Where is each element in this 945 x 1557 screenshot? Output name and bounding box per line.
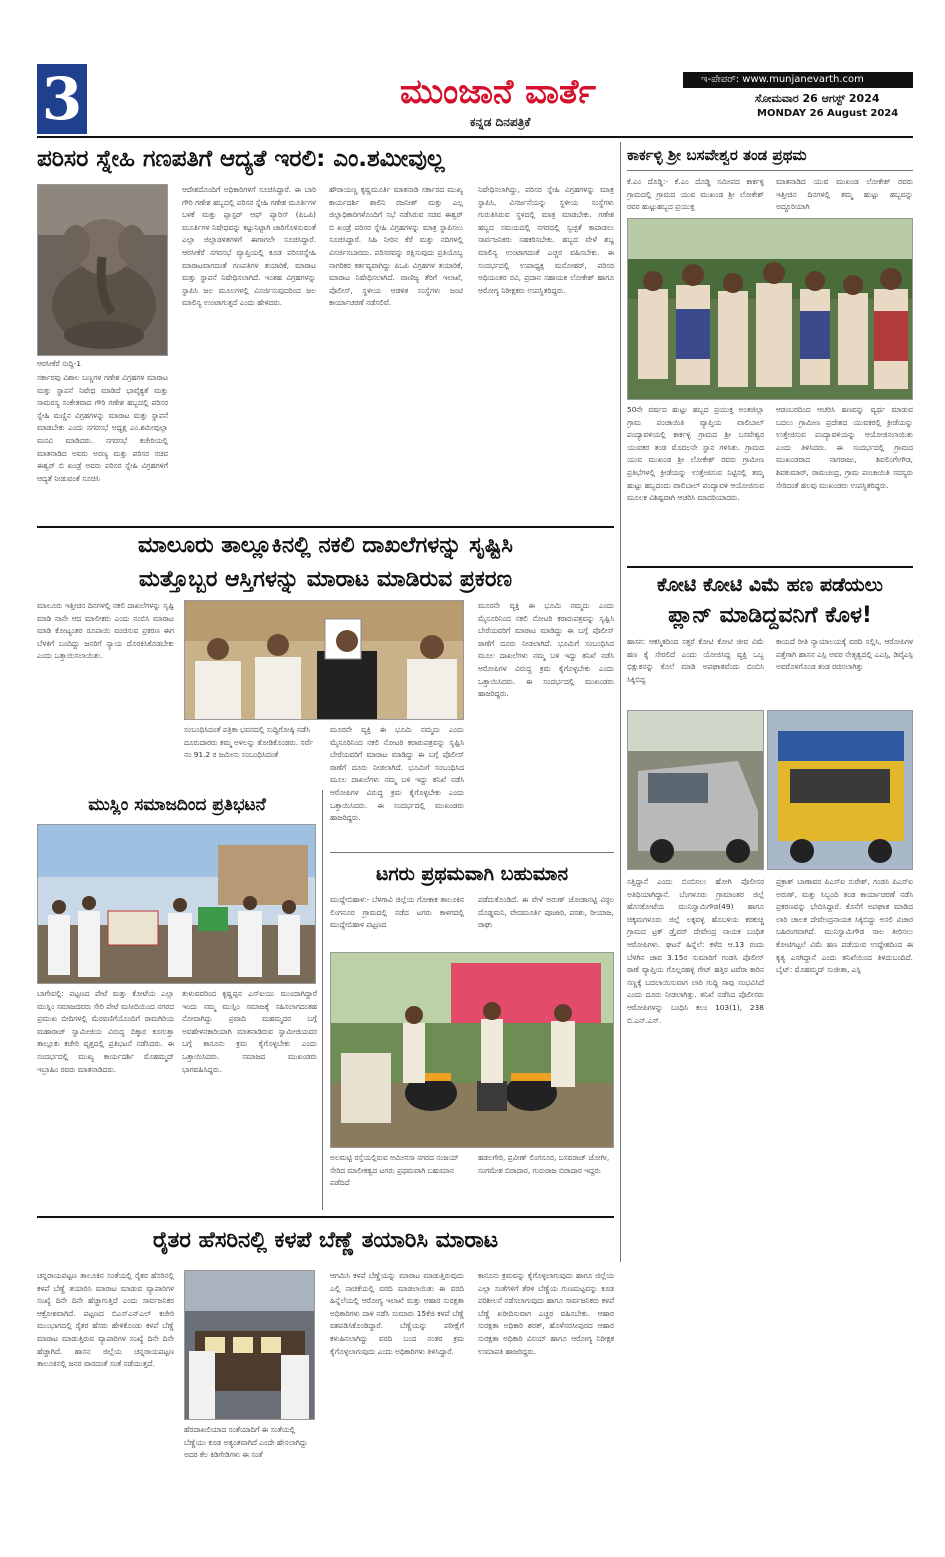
ganesha-idol-photo [37,184,168,356]
masthead-tagline: ಕನ್ನಡ ದಿನಪತ್ರಿಕೆ [470,115,531,129]
story4-col2: ತುಳುವವರಿಂದ ಕೃಷ್ಣಪ್ಪನ ಎಸ್ಐಯು ಮುಂದಾಗಿದ್ದಾರೆ ಇಂದು ನಮ್ಮ ಮುಸ್ಲಿಂ ಸಮಾಜಕ್ಕೆ ಸಹಿಸಲಾಗದಂತಹ ನೋವಾಗಿದ್ದು ಪ್ರವಾದಿ ಮಹಮ್ಮದರ ಬಗ್ಗೆ ಅವಹೇಳನಕಾರಿಯಾಗಿ ಮಾತನಾಡಿರುವ ಸ್ವಾಮೀಜಿಯವರ ಬಗ್ಗೆ ಕಾನೂನು ಕ್ರಮ ಕೈಗೊಳ್ಳಬೇಕು ಎಂದು ಒತ್ತಾಯಿಸಿದರು. ಸಮಾಜದ ಮುಖಂಡರು ಭಾಗವಹಿಸಿದ್ದರು. [182,989,317,1074]
story7-col1: ಚನ್ನರಾಯಪಟ್ಟಣ ತಾಲೂಕಿನ ಸಂತೆಯಲ್ಲಿ ರೈತರ ಹೆಸರಿನಲ್ಲಿ ಕಳಪೆ ಬೆಣ್ಣೆ ತಯಾರಿಸಿ ಮಾರಾಟ ಮಾಡುವ ವ್ಯಾಪಾರಿಗಳ ಸಂಖ್ಯೆ ದಿನೇ ದಿನೇ ಹೆಚ್ಚಾಗುತ್ತಿದೆ ಎಂದು ಸಾರ್ವಜನಿಕರ ಆಕ್ರೋಶವಾಗಿದೆ. ಪಟ್ಟಣದ ಬಿಎಸ್ಎನ್ಎಲ್ ಕಚೇರಿ ಮುಂಭಾಗದಲ್ಲಿ ರೈತರ ಹೆಸರು ಹೇಳಿಕೊಂಡು ಕಳಪೆ ಬೆಣ್ಣೆ ಮಾರಾಟ ಮಾಡುತ್ತಿರುವ ವ್ಯಾಪಾರಿಗಳ ಸಂಖ್ಯೆ ದಿನೇ ದಿನೇ ಹೆಚ್ಚಾಗಿದೆ. ಹಾಸನ ಜಿಲ್ಲೆಯ ಚನ್ನರಾಯಪಟ್ಟಣ ತಾಲೂಕಿನಲ್ಲಿ ಜನರ ವಾರದಂತೆ ಸಂತೆ ನಡೆಯುತ್ತದೆ. [37,1271,174,1369]
story3-headline-line2: ಮತ್ತೊಬ್ಬರ ಆಸ್ತಿಗಳನ್ನು ಮಾರಾಟ ಮಾಡಿರುವ ಪ್ರಕರಣ [138,567,513,592]
story6-headline-line1: ಕೋಟಿ ಕೋಟಿ ವಿಮೆ ಹಣ ಪಡೆಯಲು [657,574,883,596]
story3-col1: ಮಾಲೂರು ಇತ್ತೀಚಿನ ದಿನಗಳಲ್ಲಿ ನಕಲಿ ದಾಖಲೆಗಳನ್ನು ಸೃಷ್ಟಿ ಮಾಡಿ ನಾನೇ ಆದ ಮಾಲೀಕರು ಎಂದು ನಂಬಿಸಿ ಮಾರಾಟ ಮಾಡಿ ಕೋಟ್ಯಂತರ ರೂಪಾಯಿ ವಂಚಿಸುವ ಪ್ರಕರಣ ಈಗ ಬೆಳಕಿಗೆ ಬಂದಿದ್ದು ಜನರಿಗೆ ನ್ಯಾಯ ದೊರಕಿಸಿಕೊಡಬೇಕು ಎಂದು ಒತ್ತಾಯಿಸಲಾಯಿತು. [37,601,174,661]
butter-stall-photo [184,1270,315,1420]
epaper-url[interactable]: ಇ-ಪೇಪರ್: www.munjanevarth.com [683,72,913,88]
story6-headline-line2: ಪ್ಲಾನ್ ಮಾಡಿದ್ದವನಿಗೆ ಕೊಳ! [668,603,872,628]
ram-prize-photo [330,952,614,1148]
story2-headline: ಕಾರ್ಕಳ್ಳಿ ಶ್ರೀ ಬಸವೇಶ್ವರ ತಂಡ ಪ್ರಥಮ [627,146,807,164]
story4-headline: ಮುಸ್ಲಿಂ ಸಮಾಜದಿಂದ ಪ್ರತಿಭಟನೆ [88,795,266,815]
story6-intro2: ಕಾಯದೆ ರೀತಿ ನ್ಯಾಯಾಲಯಕ್ಕೆ ವರದಿ ಸಲ್ಲಿಸಿ, ಆರೋಪಿಗಳ ಪತ್ತೆಗಾಗಿ ಹಾಸನ ಎಸ್ಪಿ ಅವರ ನೇತೃತ್ವದಲ್ಲಿ ಎಎಸ್ಪಿ, ಡಿವೈಎಸ್ಪಿ ಅವರೊಳಗೊಂಡ ತಂಡ ರಚಿಸಲಾಗಿತ್ತು [776,637,913,672]
story2-intro: ಕೆ.ಎಂ ದೊಡ್ಡಿ:- ಕೆ.ಎಂ ದೊಡ್ಡಿ ಸಮೀಪದ ಕಾರ್ಕಳ್ಳಿ ಗ್ರಾಮದಲ್ಲಿ ಗ್ರಾಮದ ಯುವ ಮುಖಂಡ ಶ್ರೀ ಲೋಕೇಶ್ ರವರ ಹುಟ್ಟುಹಬ್ಬದ ಪ್ರಯುಕ್ತ [627,177,764,212]
story1-headline: ಪರಿಸರ ಸ್ನೇಹಿ ಗಣಪತಿಗೆ ಆದ್ಯತೆ ಇರಲಿ: ಎಂ.ಶಮೀವುಲ್ಲ [37,146,445,172]
story2-col2: ಆಡಂಬರದಿಂದ ಆಚರಿಸಿ ಹಣವನ್ನು ವ್ಯರ್ಥ ಮಾಡುವ ಬದಲು ಗ್ರಾಮೀಣ ಪ್ರದೇಶದ ಯುವಕರಲ್ಲಿ ಕ್ರೀಡೆಯನ್ನು ಉತ್ತೇಜಿಸುವ ಪಂದ್ಯಾವಳಿಯನ್ನು ಆಯೋಜಿಸಲಾಯಿತು ಎಂದು ತಿಳಿಸಿದರು. ಈ ಸಂದರ್ಭದಲ್ಲಿ ಗ್ರಾಮದ ಮುಖಂಡರಾದ ನಾಗರಾಜು, ಶಿವಲಿಂಗೇಗೌಡ, ಶಿವಕುಮಾರ್, ರಾಮಚಂದ್ರ, ಗ್ರಾಮ ಪಂಚಾಯಿತಿ ಸದಸ್ಯರು ಸೇರಿದಂತೆ ಹಲವು ಮುಖಂಡರು ಉಪಸ್ಥಿತರಿದ್ದರು. [776,405,913,490]
masthead-logo: ಮುಂಜಾನೆ ವಾರ್ತೆ [400,72,596,112]
lorry-photo [767,710,913,870]
date-kannada: ಸೋಮವಾರ 26 ಆಗಸ್ಟ್ 2024 [755,92,880,105]
story3-photo-caption: ಸಂಬಂಧಿಸಿದಂತೆ ಪತ್ರಿಕಾ ಭವನದಲ್ಲಿ ಸುದ್ದಿಗೋಷ್ಠಿ ನಡೆಸಿ ದೂರುದಾರರು ತಮ್ಮ ಅಳಲನ್ನು ತೋಡಿಕೊಂಡರು. ಸರ್ವೆ ನಂ 91.2 ರ ಜಮೀನು ಸಂಬಂಧಿಸಿದಂತೆ [184,725,314,760]
crashed-van-photo [627,710,764,870]
story5-headline: ಟಗರು ಪ್ರಥಮವಾಗಿ ಬಹುಮಾನ [375,863,569,885]
story2-intro2: ಮಾತನಾಡಿದ ಯುವ ಮುಖಂಡ ಲೋಕೇಶ್ ರವರು ಇತ್ತೀಚಿನ ದಿನಗಳಲ್ಲಿ ತಮ್ಮ ಹುಟ್ಟು ಹಬ್ಬವನ್ನು ಅದ್ದೂರಿಯಾಗಿ [776,177,913,212]
story2-col1: 50ನೇ ವರ್ಷದ ಹುಟ್ಟು ಹಬ್ಬದ ಪ್ರಯುಕ್ತ ಅಂತಜಿಲ್ಲಾ ಗ್ರಾಮ ಪಂಚಾಯಿತಿ ವ್ಯಾಪ್ತಿಯ ವಾಲಿಬಾಲ್ ಪಂದ್ಯಾವಳಿಯಲ್ಲಿ ಕಾರ್ಕಳ್ಳಿ ಗ್ರಾಮದ ಶ್ರೀ ಬಸವೇಶ್ವರ ಯುವಕರ ತಂಡ ಮೊದಲನೇ ಸ್ಥಾನ ಗಳಿಸಿತು. ಗ್ರಾಮದ ಯುವ ಮುಖಂಡ ಶ್ರೀ ಲೋಕೇಶ್ ರವರು ಗ್ರಾಮೀಣ ಪ್ರತಿಭೆಗಳಲ್ಲಿ ಕ್ರೀಡೆಯನ್ನು ಉತ್ತೇಜಿಸುವ ನಿಟ್ಟಿನಲ್ಲಿ ತಮ್ಮ ಹುಟ್ಟು ಹಬ್ಬದಂದು ವಾಲಿಬಾಲ್ ಪಂದ್ಯಾವಳಿ ಆಯೋಜಿಸುವ ಮೂಲಕ ವಿಶಿಷ್ಟವಾಗಿ ಆಚರಿಸಿ ಮಾದರಿಯಾದರು. [627,405,764,503]
story7-top-rule [37,1216,614,1218]
story5-col2: ಪಡೆದುಕೊಂಡಿದೆ. ಈ ವೇಳೆ ಅರುಣ್ ಜೋಡಾನಟ್ಟಿ ವಿಠ್ಠಲ ದೊಡ್ಡಮನಿ, ವೇದಮೂರ್ತಿ ಪೂಜಾರಿ, ಪರಶು, ರೀಯಾಜ, ರಾಘು [478,895,614,930]
story3-col2b: ಮೂರನೇ ವ್ಯಕ್ತಿ ಈ ಭೂಮಿ ನಮ್ಮದು ಎಂದು ಮೈಸೂರಿನಿಂದ ನಕಲಿ ನೋಟರಿ ಕರಾರುಪತ್ರವನ್ನು ಸೃಷ್ಟಿಸಿ ಬೇರೆಯವರಿಗೆ ಮಾರಾಟ ಮಾಡಿದ್ದು ಈ ಬಗ್ಗೆ ಪೊಲೀಸ್ ಠಾಣೆಗೆ ದೂರು ನೀಡಲಾಗಿದೆ. ಭೂಮಿಗೆ ಸಂಬಂಧಿಸಿದ ಮೂಲ ದಾಖಲೆಗಳು ನಮ್ಮ ಬಳಿ ಇದ್ದು ತನಿಖೆ ನಡೆಸಿ ಆರೋಪಿಗಳ ವಿರುದ್ಧ ಕ್ರಮ ಕೈಗೊಳ್ಳಬೇಕು ಎಂದು ಒತ್ತಾಯಿಸಿದರು. ಈ ಸಂದರ್ಭದಲ್ಲಿ ಮುಖಂಡರು ಹಾಜರಿದ್ದರು. [330,725,464,823]
story1-col1: ಸರ್ಕಾರವು ವಿಶಾಲ ಬಣ್ಣಗಳ ಗಣೇಶ ವಿಗ್ರಹಗಳ ಮಾರಾಟ ಮತ್ತು ಸ್ಥಾಪನೆ ನಿಷೇಧ ಮಾಡಿದೆ ಭಾವೈಕ್ಯತೆ ಮತ್ತು ಸಾಮರಸ್ಯ ಸಂಕೇತವಾದ ಗೌರಿ ಗಣೇಶ ಹಬ್ಬದಲ್ಲಿ ಪರಿಸರ ಸ್ನೇಹಿ ಮಣ್ಣಿನ ವಿಗ್ರಹಗಳನ್ನು ಮಾರಾಟ ಮತ್ತು ಸ್ಥಾಪನೆ ಮಾಡಬೇಕು ಎಂದು ನಗರಸಭೆ ಅಧ್ಯಕ್ಷ ಎಂ.ಶಮೀವುಲ್ಲಾ ಮನವಿ ಮಾಡಿದರು. ನಗರಸಭೆ ಕಚೇರಿಯಲ್ಲಿ ಮಾತನಾಡಿದ ಅವರು ಅರಣ್ಯ ಮತ್ತು ಪರಿಸರ ಸಚಿವ ಈಶ್ವರ್ ಬಿ ಖಂಡ್ರೆ ಅವರು ಪರಿಸರ ಸ್ನೇಹಿ ವಿಗ್ರಹಗಳಿಗೆ ಆದ್ಯತೆ ನೀಡುವಂತೆ ಸೂಚಿಸಿ [37,373,168,483]
protest-photo [37,824,316,984]
story7-photo-caption: ಹೆರದಾಖಲಿಯಾದ ಸಂತೆಯಾದಿಗೆ ಈ ಸಂತೆಯಲ್ಲಿ ಬೆಣ್ಣೆಯು ಕೂಡ ಅತ್ಯಂತವಾಗಿದೆ ಎಂದೇ ಹೇಸಲಾಗಿದ್ದು ಅದರ ಕೆಲ ಕಿಡಿಗೇಡಿಗಳು ಈ ಸಂತೆ [184,1425,308,1460]
story5-col1: ಮುದ್ದೇಬಿಹಾಳ:- ಬೆಳಗಾವಿ ಜಿಲ್ಲೆಯ ಗೋಕಾಕ ತಾಲೂಕಿನ ಲಿಂಗನೂರ ಗ್ರಾಮದಲ್ಲಿ ನಡೆದ ಟಗರು ಕಾಳಗದಲ್ಲಿ ಮುದ್ದೇಬಿಹಾಳ ಪಟ್ಟಣದ [330,895,464,930]
story4-col1: ಬಾಗೇಪಲ್ಲಿ: ಪಟ್ಟಣದ ಪೇಟೆ ಮತ್ತು ಕೋಟೆಯ ಎಲ್ಲಾ ಮುಸ್ಲಿಂ ಸಮಾಜದವರು ಸೇರಿ ಪೇಟೆ ಮಸೀದಿಯಿಂದ ನಗರದ ಪ್ರಮುಖ ಬೀದಿಗಳಲ್ಲಿ ಮೆರವಣಿಗೆಯೊಂದಿಗೆ ರಾಮಗಿರಿಯ ಮಹಾರಾಜ್ ಸ್ವಾಮೀಜಿಯ ವಿರುದ್ಧ ದಿಕ್ಕಾರ ಕೂಗುತ್ತಾ ತಾಲ್ಲೂಕು ಕಚೇರಿ ವೃತ್ತದಲ್ಲಿ ಪ್ರತಿಭಟನೆ ನಡೆಸಿದರು. ಈ ಸಂದರ್ಭದಲ್ಲಿ ಮುಖ್ಯ ಕಾರ್ಯದರ್ಶಿ ಮೊಹಮ್ಮದ್ ಇಬ್ರಾಹಿಂ ರವರು ಮಾತನಾಡಿದರು. [37,989,174,1074]
story6-top-rule [627,566,913,568]
story1-col2: ಆದೇಶದೊಂದಿಗೆ ಅಧಿಕಾರಿಗಳಿಗೆ ಸೂಚಿಸಿದ್ದಾರೆ. ಈ ಬಾರಿ ಗೌರಿ ಗಣೇಶ ಹಬ್ಬದಲ್ಲಿ ಪರಿಸರ ಸ್ನೇಹಿ ಗಣೇಶ ಮೂರ್ತಿಗಳ ಬಳಕೆ ಮತ್ತು ಪ್ಲಾಸ್ಟರ್ ಆಫ್ ಪ್ಯಾರಿಸ್ (ಪಿಒಪಿ) ಮೂರ್ತಿಗಳ ನಿಷೇಧವನ್ನು ಕಟ್ಟುನಿಟ್ಟಾಗಿ ಜಾರಿಗೊಳಿಸುವಂತೆ ಎಲ್ಲಾ ಜಿಲ್ಲಾಡಳಿತಗಳಿಗೆ ಈಗಾಗಲೇ ಸೂಚಿಸಿದ್ದಾರೆ. ಆರಸೀಕೆರೆ ನಗರಸಭೆ ವ್ಯಾಪ್ತಿಯಲ್ಲಿ ಕೂಡ ಪರಿಸರಸ್ನೇಹಿ ಮಾರಾಟವಾಗದಂತೆ ಗಣಪತಿಗಳ ತಯಾರಿಕೆ, ಮಾರಾಟ ಮತ್ತು ಸ್ಥಾಪನೆ ನಿಷೇಧಿಸಲಾಗಿದೆ. ಇಂತಹ ವಿಗ್ರಹಗಳನ್ನು ಸ್ಥಾಪಿಸಿ ಜಲ ಮೂಲಗಳಲ್ಲಿ ವಿಸರ್ಜಿಸುವುದರಿಂದ ಜಲ ಮಾಲಿನ್ಯ ಉಂಟಾಗುತ್ತದೆ ಎಂದು ಹೇಳಿದರು. [182,185,316,308]
header-rule [37,136,913,138]
story5-top-rule [330,852,614,853]
story2-rule [627,170,913,171]
volleyball-team-photo [627,218,913,400]
story4-divider [322,790,323,1210]
story6-col2: ಪ್ರಕ್ರಾಶ್ ಬಾಣಾವರ ಪಿಎಸ್ಐ ಸುರೇಶ್, ಗಂಡಸಿ ಪಿಎಸ್ಐ ಅರುಣ್, ಮತ್ತು ಸಿಬ್ಬಂದಿ ತಂಡ ಕಾರ್ಯಾಚರಣೆ ನಡೆಸಿ ಪ್ರಕರಣವನ್ನು ಭೇದಿಸಿದ್ದಾರೆ. ಕೊನೆಗೆ ಅಪಘಾತ ಮಾಡಿದ ಲಾರಿ ಚಾಲಕ ದೇವೇಂದ್ರನಾಯಕ ಸಿಕ್ಕಿಬಿದ್ದು ಅಸಲಿ ವಿಚಾರ ಬಹಿರಂಗವಾಗಿದೆ. ಮುನಿಸ್ವಾಮಿಗೌಡ ಸಾಲ ತೀರಿಸಲು ಕೋಟಿಗಟ್ಟಲೆ ವಿಮೆ ಹಣ ಪಡೆಯುವ ಉದ್ದೇಶದಿಂದ ಈ ಕೃತ್ಯ ಎಸಗಿದ್ದಾನೆ ಎಂದು ತನಿಖೆಯಿಂದ ತಿಳಿದುಬಂದಿದೆ. ಬೈಟ್: ಮೊಹಮ್ಮದ್ ಸುಜೀತಾ, ಎಸ್ಪಿ [776,877,913,975]
press-meet-photo [184,600,464,720]
story3-headline-line1: ಮಾಲೂರು ತಾಲ್ಲೂಕಿನಲ್ಲಿ ನಕಲಿ ದಾಖಲೆಗಳನ್ನು ಸೃಷ್ಟಿಸಿ [138,533,513,558]
story1-photo-caption: ಆರಸೀಕೆರೆ ಸುದ್ದಿ-1 [37,359,82,368]
story5-caption-left: ಅಲಮಟ್ಟಿ ರಸ್ತೆಯಲ್ಲಿರುವ ಆಮೀನಸಾ ನಗರದ ಸಂಜಯ್ ಸೇರಿದ ಮಾಲೀಕತ್ವದ ಟಗರು ಪ್ರಥಮವಾಗಿ ಬಹುಮಾನ ಪಡೆದಿದೆ [330,1153,459,1188]
story1-col4: ನಿಷೇಧಿಸಲಾಗಿದ್ದು, ಪರಿಸರ ಸ್ನೇಹಿ ವಿಗ್ರಹಗಳನ್ನು ಮಾತ್ರ ಸ್ಥಾಪಿಸಿ, ವಿಸರ್ಜನೆಯನ್ನು ಸ್ಥಳೀಯ ಸಂಸ್ಥೆಗಳು ಗುರುತಿಸಿರುವ ಸ್ಥಳದಲ್ಲಿ ಮಾತ್ರ ಮಾಡಬೇಕು. ಗಣೇಶ ಹಬ್ಬದ ಸಮಯದಲ್ಲಿ ನಗರದಲ್ಲಿ ಸ್ವಚ್ಛತೆ ಕಾಪಾಡಲು ಸಾರ್ವಜನಿಕರು ಸಹಕರಿಸಬೇಕು. ಹಬ್ಬದ ವೇಳೆ ಶಬ್ದ ಮಾಲಿನ್ಯ ಉಂಟಾಗದಂತೆ ಎಚ್ಚರ ವಹಿಸಬೇಕು. ಈ ಸಂದರ್ಭದಲ್ಲಿ ಉಪಾಧ್ಯಕ್ಷ ಮನೋಹರ್, ಪರಿಸರ ಅಧಿಯಂತರ ರವಿ, ಪ್ರದಾನ ಸಹಾಯಕ ಲೋಕೇಶ್ ಹಾಗೂ ಆರೋಗ್ಯ ನಿರೀಕ್ಷಕರು ಉಪಸ್ಥಿತರಿದ್ದರು. [478,185,614,295]
date-english: MONDAY 26 August 2024 [757,108,899,119]
story7-col4: ಕಾನೂನು ಕ್ರಮವನ್ನು ಕೈಗೊಳ್ಳಲಾಗುವುದು ಹಾಗೂ ಜಿಲ್ಲೆಯ ಎಲ್ಲಾ ಸಂತೆಗಳಿಗೆ ತೆರಳಿ ಬೆಣ್ಣೆಯ ಗುಣಮಟ್ಟವನ್ನು ಕೂಡ ಪರಿಶೀಲನೆ ನಡೆಸಲಾಗುವುದು ಹಾಗೂ ಸಾರ್ವಜನಿಕರು ಕಳಪೆ ಬೆಣ್ಣೆ ಖರೀದಿಸುವಾಗ ಎಚ್ಚರ ವಹಿಸಬೇಕು. ಆಹಾರ ಸುರಕ್ಷತಾ ಅಧಿಕಾರಿ ಶರತ್, ಹೊಳೆನರಸೀಪುರದ ಆಹಾರ ಸುರಕ್ಷತಾ ಅಧಿಕಾರಿ ವಿನಯ್ ಹಾಗೂ ಆರೋಗ್ಯ ನಿರೀಕ್ಷಕ ಉಮಾಪತಿ ಹಾಜರಿದ್ದರು. [478,1271,614,1356]
column-divider [620,142,621,1262]
story6-col1: ಸತ್ತಿದ್ದಾನೆ ಎಂದು ಬಿಂಬಿಸಲು ಹೋಗಿ ಪೊಲೀಸರ ಅತಿಥಿಯಾಗಿದ್ದಾನೆ. ಬೆಂಗಳೂರು ಗ್ರಾಮಾಂತರ ಜಿಲ್ಲೆ ಹೊಸಕೋಟೆಯ ಮುನಿಸ್ವಾಮಿಗೌಡ(49) ಹಾಗೂ ಚಿಕ್ಕಮಗಳೂರು ಜಿಲ್ಲೆ ಲಕ್ಕವಳ್ಳಿ ಹೊಬಳಿಯ ಕರಕುಚ್ಚಿ ಗ್ರಾಮದ ಟ್ರಕ್ ಡ್ರೈವರ್ ದೇವೇಂದ್ರ ನಾಯಕ ಬಂಧಿತ ಆರೋಪಿಗಳು. ಘಟನೆ ಹಿನ್ನೆಲೆ: ಕಳೆದ ಆ.13 ರಂದು ಬೆಳಗಿನ ಜಾವ 3.15ರ ಸುಮಾರಿಗೆ ಗಂಡಸಿ ಪೊಲೀಸ್ ಠಾಣೆ ವ್ಯಾಪ್ತಿಯ ಗೊಲ್ಲರಹಳ್ಳಿ ಗೇಟ್ ಹತ್ತಿರ ಟವೆರಾ ಕಾರಿನ ಸಣ್ಣಕ್ಕೆ ಬದಲಾಯಿಸುವಾಗ ಲಾರಿ ಗುದ್ದಿ ಸಾವು ಸಂಭವಿಸಿದೆ ಎಂದು ದೂರು ನೀಡಲಾಗಿತ್ತು. ತನಿಖೆ ನಡೆಸಿದ ಪೊಲೀಸರು ಆರೋಪಿಗಳನ್ನು ಬಂಧಿಸಿ ಕಲಂ 103(1), 238 ಬಿ.ಎನ್.ಎಸ್. [627,877,764,1025]
story5-caption-right: ಹಡಲಗೇರಿ, ಪ್ರವೀಣ್ ಲಿಂಗಸೂರ, ಬಸವರಾಜ್ ಜೋಗೀ, ಸಂಗಮೇಶ ಬಿರಾದಾರ, ಗುರುರಾಜ ಬಿರಾದಾರ ಇದ್ದರು [478,1153,610,1175]
story1-col3: ಹೌರಾಯಣ್ಣ ಕೃಷ್ಣಮೂರ್ತಿ ಮಾತನಾಡಿ ಸರ್ಕಾರದ ಮುಖ್ಯ ಕಾರ್ಯದರ್ಶಿ ಶಾಲಿನಿ ರಜನೀಶ್ ಮತ್ತು ಎಲ್ಲ ಜಿಲ್ಲಾಧಿಕಾರಿಗಳೊಂದಿಗೆ ಸಭೆ ನಡೆಸಿರುವ ಸಚಿವ ಈಶ್ವರ್ ಬಿ ಖಂಡ್ರೆ ಪರಿಸರ ಸ್ನೇಹಿ ವಿಗ್ರಹಗಳನ್ನು ಮಾತ್ರ ಸ್ಥಾಪಿಸಲು ಸೂಚಿಸಿದ್ದಾರೆ. ಸಿಹಿ ನೀರಿನ ಕೆರೆ ಮತ್ತು ನದಿಗಳಲ್ಲಿ ವಿಸರ್ಜಿಸಬಾರದು. ಪರಿಸರವನ್ನು ರಕ್ಷಿಸುವುದು ಪ್ರತಿಯೊಬ್ಬ ನಾಗರಿಕರ ಕರ್ತವ್ಯವಾಗಿದ್ದು ಪಿಒಪಿ ವಿಗ್ರಹಗಳ ತಯಾರಿಕೆ, ಮಾರಾಟ ನಿಷೇಧಿಸಲಾಗಿದೆ. ವಾಣಿಜ್ಯ ತೆರಿಗೆ ಇಲಾಖೆ, ಪೊಲೀಸ್, ಸ್ಥಳೀಯ ಆಡಳಿತ ಸಂಸ್ಥೆಗಳು ಜಂಟಿ ಕಾರ್ಯಾಚರಣೆ ನಡೆಸಲಿವೆ. [329,185,463,308]
story3-top-rule [37,526,614,528]
story6-intro1: ಹಾಸನ: ಆಕಸ್ಮಿಕದಿಂದ ಸತ್ತರೆ ಕೋಟಿ ಕೋಟಿ ಜೀವ ವಿಮೆ ಹಣ ಕೈ ಸೇರಲಿದೆ ಎಂದು ಯೋಜಿಸಿದ್ದ ವ್ಯಕ್ತಿ ಒಬ್ಬ ಭಿಕ್ಷುಕನನ್ನು ಕೊಲೆ ಮಾಡಿ ಅಪಘಾತವೆಂದು ಬಿಂಬಿಸಿ ಸಿಕ್ಕಿಬಿದ್ದ [627,637,764,684]
story3-col3: ಮೂರನೇ ವ್ಯಕ್ತಿ ಈ ಭೂಮಿ ನಮ್ಮದು ಎಂದು ಮೈಸೂರಿನಿಂದ ನಕಲಿ ನೋಟರಿ ಕರಾರುಪತ್ರವನ್ನು ಸೃಷ್ಟಿಸಿ ಬೇರೆಯವರಿಗೆ ಮಾರಾಟ ಮಾಡಿದ್ದು ಈ ಬಗ್ಗೆ ಪೊಲೀಸ್ ಠಾಣೆಗೆ ದೂರು ನೀಡಲಾಗಿದೆ. ಭೂಮಿಗೆ ಸಂಬಂಧಿಸಿದ ಮೂಲ ದಾಖಲೆಗಳು ನಮ್ಮ ಬಳಿ ಇದ್ದು ತನಿಖೆ ನಡೆಸಿ ಆರೋಪಿಗಳ ವಿರುದ್ಧ ಕ್ರಮ ಕೈಗೊಳ್ಳಬೇಕು ಎಂದು ಒತ್ತಾಯಿಸಿದರು. ಈ ಸಂದರ್ಭದಲ್ಲಿ ಮುಖಂಡರು ಹಾಜರಿದ್ದರು. [478,601,614,699]
story7-col3: ಆಗಮಿಸಿ ಕಳಪೆ ಬೆಣ್ಣೆಯನ್ನು ಮಾರಾಟ ಮಾಡುತ್ತಿರುವುದು ಎಲ್ಲಿ ನಾಚಿಕೆಯಲ್ಲಿ ವರದಿ ಮಾಡಲಾಯಿತು ಈ ವರದಿ ಹಿನ್ನೆಲೆಯಲ್ಲಿ ಆರೋಗ್ಯ ಇಲಾಖೆ ಮತ್ತು ಆಹಾರ ಸುರಕ್ಷತಾ ಅಧಿಕಾರಿಗಳು ದಾಳಿ ನಡೆಸಿ ಸುಮಾರು 15ಕೆಜಿ ಕಳಪೆ ಬೆಣ್ಣೆ ವಶಪಡಿಸಿಕೊಂಡಿದ್ದಾರೆ. ಬೆಣ್ಣೆಯನ್ನು ಪರೀಕ್ಷೆಗೆ ಕಳುಹಿಸಲಾಗಿದ್ದು ವರದಿ ಬಂದ ನಂತರ ಕ್ರಮ ಕೈಗೊಳ್ಳಲಾಗುವುದು ಎಂದು ಅಧಿಕಾರಿಗಳು ತಿಳಿಸಿದ್ದಾರೆ. [330,1271,464,1356]
story7-headline: ರೈತರ ಹೆಸರಿನಲ್ಲಿ ಕಳಪೆ ಬೆಣ್ಣೆ ತಯಾರಿಸಿ ಮಾರಾಟ [152,1228,499,1253]
page-number: 3 [37,64,87,134]
